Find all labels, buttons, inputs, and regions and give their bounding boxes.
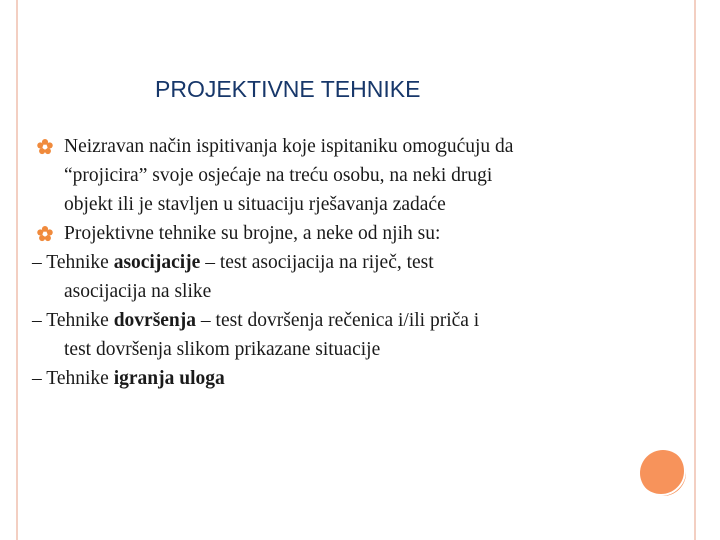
dash-item-dovrsenja <box>32 306 636 335</box>
dash-2-suffix: – test dovršenja rečenica i/ili priča i <box>196 310 480 331</box>
bullet-1-line-3: objekt ili je stavljen u situaciju rješavanja zadaće <box>64 194 446 215</box>
flower-bullet-icon <box>36 225 54 243</box>
dash-3-prefix: – Tehnike <box>32 368 114 389</box>
dash-item-igranja-uloga <box>32 364 636 393</box>
circle-ring-decoration <box>636 446 686 496</box>
bullet-1-line-1: Neizravan način ispitivanja koje ispitaniku omogućuju da <box>64 136 514 157</box>
dash-1-prefix: – Tehnike <box>32 252 114 273</box>
dash-1-suffix: – test asocijacija na riječ, test <box>200 252 434 273</box>
dash-item-asocijacije <box>32 248 636 277</box>
flower-bullet-icon <box>36 138 54 156</box>
bullet-item-2 <box>36 219 636 248</box>
bullet-2-line-1: Projektivne tehnike su brojne, a neke od njih su: <box>64 223 441 244</box>
bullet-item-1 <box>36 132 636 161</box>
dash-2-prefix: – Tehnike <box>32 310 114 331</box>
dash-1-line-2: asocijacija na slike <box>64 281 212 302</box>
slide-title: PROJEKTIVNE TEHNIKE <box>155 76 421 102</box>
dash-1-bold: asocijacije <box>113 252 201 273</box>
slide-content <box>32 132 636 393</box>
bullet-1-line-2: “projicira” svoje osjećaje na treću osobu, na neki drugi <box>64 165 493 186</box>
dash-3-bold: igranja uloga <box>113 368 225 389</box>
dash-2-line-2: test dovršenja slikom prikazane situacije <box>64 339 381 360</box>
dash-2-bold: dovršenja <box>113 310 197 331</box>
